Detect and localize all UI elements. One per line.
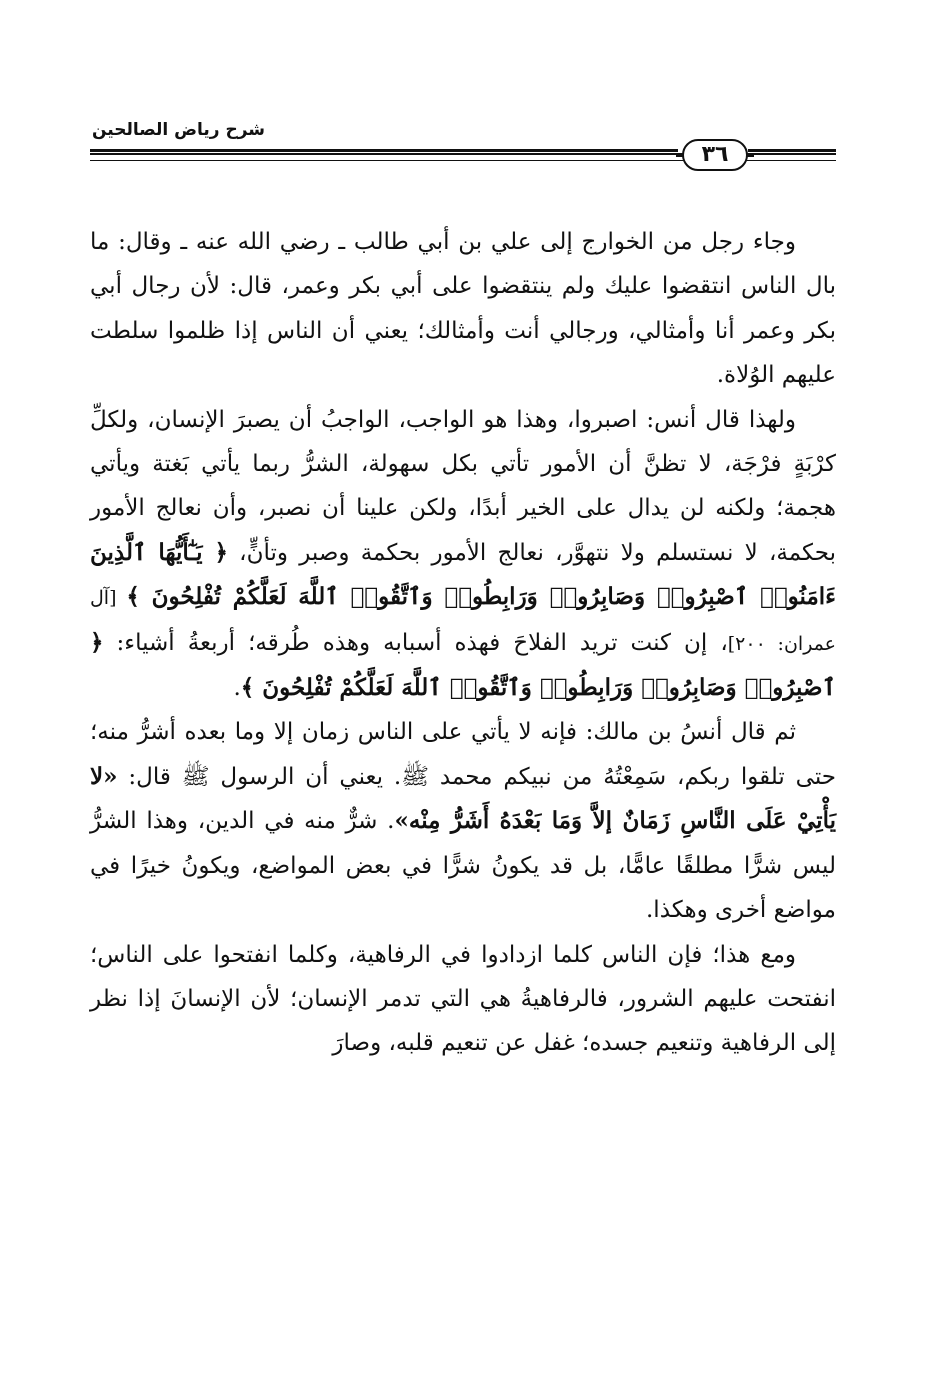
page-number: ٣٦ — [682, 139, 748, 171]
paragraph-3 — [90, 710, 836, 932]
text-segment: ثم قال أنسُ بن مالك: فإنه لا يأتي على الناس زمان إلا وما بعده أشرُّ منه؛ حتى تلقوا ربكم، سَمِعْتُهُ من نبيكم محمد ﷺ. يعني أن الرسول ﷺ قال: — [90, 719, 836, 790]
text-segment: وجاء رجل من الخوارج إلى علي بن أبي طالب ـ رضي الله عنه ـ وقال: ما بال الناس انتقضوا عليك ولم ينتقضوا على أبي بكر وعمر، قال: لأن رجال أبي بكر وعمر أنا وأمثالي، ورجالي أنت وأمثالك؛ يعني أن الناس إذا ظلموا سلطت عليهم الوُلاة. — [90, 229, 836, 389]
header-rule-right — [748, 149, 836, 155]
text-segment: . شرٌّ منه في الدين، وهذا الشرُّ ليس شرًّا مطلقًا عامًّا، بل قد يكونُ شرًّا في بعض المواضع، ويكونُ خيرًا في مواضع أخرى وهكذا. — [90, 808, 836, 924]
text-segment: . — [233, 675, 241, 702]
text-segment: ولهذا قال أنس: اصبروا، وهذا هو الواجب، الواجبُ أن يصبرَ الإنسان، ولكلِّ كرْبَةٍ فرْجَة، لا تظنَّ أن الأمور تأتي بكل سهولة، الشرُّ ربما يأتي بَغتة ويأتي هجمة؛ ولكنه لن يدال على الخير أبدًا، ولكن علينا أن نصبر، وأن نعالج الأمور بحكمة، لا نستسلم ولا نتهوَّر، نعالج الأمور بحكمة وصبر وتأنٍّ، — [90, 406, 836, 566]
paragraph-2 — [90, 398, 836, 711]
header-rule-left — [90, 149, 678, 155]
hadith-quote: «لا يَأْتِيْ عَلَى النَّاسِ زَمَانٌ إلاَّ وَمَا بَعْدَهُ أَشَرُّ مِنْه» — [90, 762, 836, 835]
paragraph-4 — [90, 933, 836, 1066]
verse-reference: [آل عمران: ٢٠٠] — [90, 587, 836, 655]
running-title: شرح رياض الصالحين — [92, 120, 266, 140]
body-text — [90, 220, 836, 1066]
text-segment: ، إن كنت تريد الفلاحَ فهذه أسبابه وهذه طُرقه؛ أربعةُ أشياء: — [103, 629, 728, 656]
quran-verse: ﴿ يَـٰٓأَيُّهَا ٱلَّذِينَ ءَامَنُوا۟ ٱصْبِرُوا۟ وَصَابِرُوا۟ وَرَابِطُوا۟ وَٱتَّقُوا۟ ٱللَّهَ لَعَلَّكُمْ تُفْلِحُونَ ﴾ — [90, 538, 836, 611]
paragraph-1 — [90, 220, 836, 398]
quran-verse: ﴿ ٱصْبِرُوا۟ وَصَابِرُوا۟ وَرَابِطُوا۟ وَٱتَّقُوا۟ ٱللَّهَ لَعَلَّكُمْ تُفْلِحُونَ ﴾ — [90, 628, 836, 702]
text-segment: ومع هذا؛ فإن الناس كلما ازدادوا في الرفاهية، وكلما انفتحوا على الناس؛ انفتحت عليهم الشرور، فالرفاهيةُ هي التي تدمر الإنسان؛ لأن الإنسانَ إذا نظر إلى الرفاهية وتنعيم جسده؛ غفل عن تنعيم قلبه، وصارَ — [90, 941, 836, 1057]
